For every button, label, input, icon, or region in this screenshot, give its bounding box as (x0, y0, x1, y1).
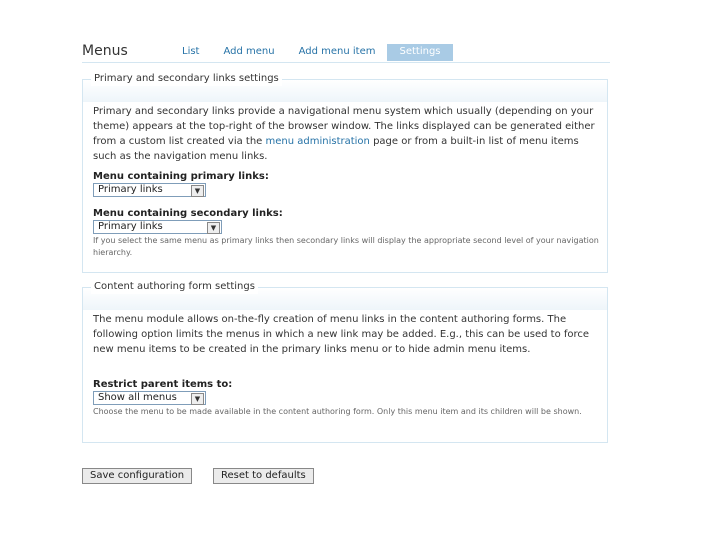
fieldset-description: The menu module allows on-the-fly creation of menu links in the content authoring forms. The following option limits the menus in which a new link may be added. E.g., this can be used to force new menu items to be created in the primary links menu or to hide admin menu items. (93, 314, 590, 355)
restrict-parent-select-value: Show all menus (98, 392, 177, 403)
secondary-links-select[interactable] (93, 220, 222, 234)
primary-secondary-fieldset (82, 73, 608, 273)
primary-links-select-value: Primary links (98, 184, 163, 195)
tab-settings[interactable]: Settings (387, 44, 452, 61)
chevron-down-icon: ▼ (191, 393, 204, 405)
fieldset-legend: Content authoring form settings (91, 280, 258, 294)
tab-list[interactable]: List (182, 46, 200, 57)
primary-links-label: Menu containing primary links: (93, 171, 269, 182)
tab-add-menu-item[interactable]: Add menu item (298, 46, 376, 57)
secondary-links-label: Menu containing secondary links: (93, 208, 283, 219)
fieldset-description: Primary and secondary links provide a navigational menu system which usually (depending on your theme) appears at the top-right of the browser window. The links displayed can be generated either from a custom list created via the menu administration page or from a built-in list of menu items such as the navigation menu links. (93, 106, 595, 162)
tab-bar (170, 44, 453, 61)
reset-to-defaults-button[interactable]: Reset to defaults (213, 468, 314, 484)
fieldset-legend: Primary and secondary links settings (91, 72, 282, 86)
chevron-down-icon: ▼ (207, 222, 220, 234)
page-header (82, 42, 610, 63)
restrict-parent-label: Restrict parent items to: (93, 379, 233, 390)
restrict-parent-help: Choose the menu to be made available in the content authoring form. Only this menu item and its children will be shown. (93, 407, 582, 416)
restrict-parent-select[interactable] (93, 391, 206, 405)
primary-links-select[interactable] (93, 183, 206, 197)
save-configuration-button[interactable]: Save configuration (82, 468, 192, 484)
page-title: Menus (82, 43, 128, 59)
content-authoring-fieldset (82, 281, 608, 443)
tab-add-menu[interactable]: Add menu (223, 46, 275, 57)
chevron-down-icon: ▼ (191, 185, 204, 197)
secondary-links-help: If you select the same menu as primary links then secondary links will display the appropriate second level of your navigation hierarchy. (93, 236, 599, 257)
secondary-links-select-value: Primary links (98, 221, 163, 232)
menus-settings-page (82, 42, 610, 416)
menu-administration-link[interactable]: menu administration (265, 136, 370, 147)
